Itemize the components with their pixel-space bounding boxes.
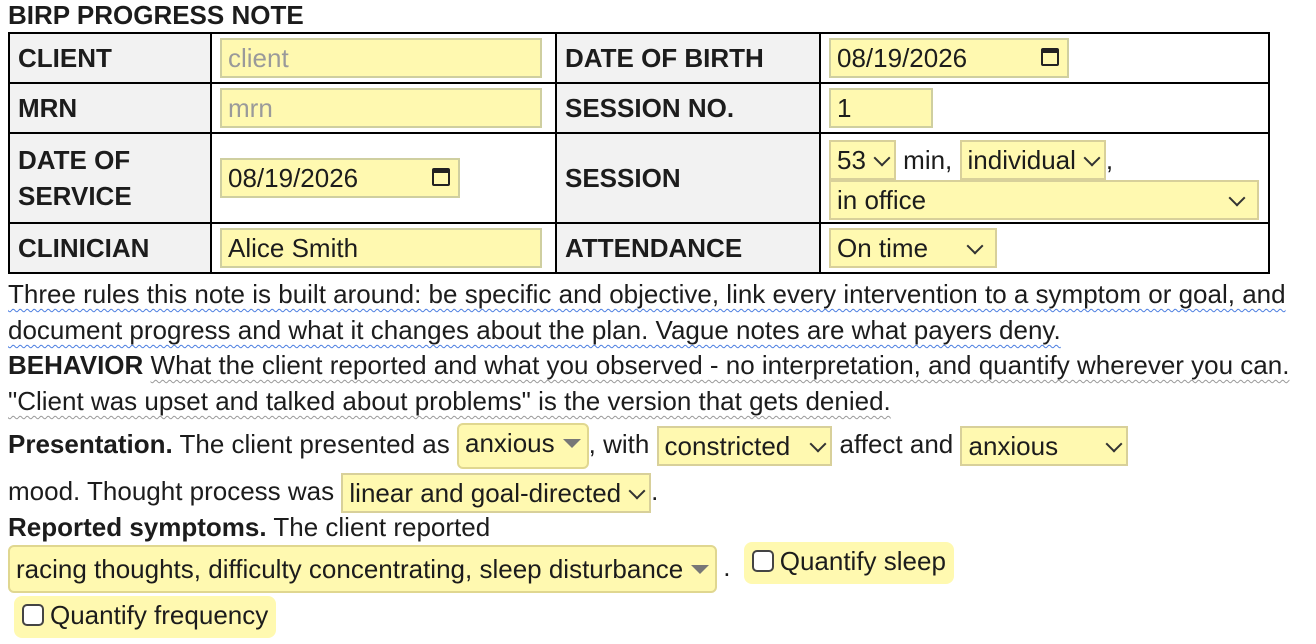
checkbox-icon[interactable] [752, 550, 774, 572]
thought-process-value: linear and goal-directed [349, 478, 622, 509]
mrn-input[interactable] [220, 88, 542, 128]
behavior-section [8, 347, 1298, 419]
form-title: BIRP PROGRESS NOTE [8, 0, 304, 30]
dob-date-input[interactable] [829, 38, 1069, 78]
presentation-text-5: . [651, 476, 659, 507]
presentation-text-1: The client presented as [179, 429, 450, 459]
symptoms-row [8, 545, 954, 593]
calendar-icon[interactable] [432, 168, 450, 186]
mrn-placeholder: mrn [228, 93, 273, 123]
dos-value: 08/19/2026 [228, 163, 359, 193]
chevron-down-icon [629, 483, 646, 500]
symptoms-select[interactable] [8, 545, 717, 593]
client-label: CLIENT [9, 33, 211, 83]
session-type-select[interactable] [960, 140, 1106, 180]
chevron-down-icon [873, 150, 890, 167]
mood-select[interactable] [960, 426, 1128, 466]
clinician-input[interactable] [220, 228, 542, 268]
clinician-value: Alice Smith [228, 233, 359, 263]
client-placeholder: client [228, 43, 289, 73]
mrn-label: MRN [9, 83, 211, 133]
symptoms-period: . [723, 551, 731, 582]
symptoms-label: Reported symptoms. [8, 512, 267, 542]
attendance-select[interactable] [829, 228, 997, 268]
client-input[interactable] [220, 38, 542, 78]
presentation-section [8, 422, 1298, 513]
session-min-text: min, [903, 145, 953, 176]
chevron-down-icon [967, 238, 984, 255]
behavior-heading: BEHAVIOR [8, 350, 144, 380]
session-number-input[interactable] [829, 88, 933, 128]
session-minutes-value: 53 [837, 145, 866, 176]
presentation-label: Presentation. [8, 429, 173, 459]
presentation-text-4: mood. Thought process was [8, 476, 335, 507]
dob-label: DATE OF BIRTH [556, 33, 820, 83]
quantify-sleep-label: Quantify sleep [779, 545, 946, 576]
session-number-value: 1 [837, 93, 852, 123]
chevron-down-icon [1106, 436, 1123, 453]
presentation-text-3: affect and [839, 429, 954, 459]
session-location-value: in office [837, 185, 927, 216]
dos-label: DATE OF SERVICE [9, 133, 211, 223]
checkbox-icon[interactable] [22, 604, 44, 626]
quantify-frequency-row [14, 596, 276, 638]
symptoms-section [8, 509, 1298, 545]
session-minutes-select[interactable] [829, 140, 896, 180]
behavior-text: What the client reported and what you observed - no interpretation, and quantify wherever you can. "Client was upset and talked about problems" is the version that gets denied. [8, 350, 1290, 416]
thought-process-select[interactable] [341, 473, 651, 513]
presentation-select[interactable] [457, 423, 589, 469]
header-table [8, 32, 1270, 274]
dos-date-input[interactable] [220, 158, 460, 198]
attendance-label: ATTENDANCE [556, 223, 820, 273]
attendance-value: On time [837, 233, 929, 263]
guidance-rules [8, 276, 1298, 348]
mood-value: anxious [968, 431, 1059, 462]
calendar-icon[interactable] [1041, 48, 1059, 66]
presentation-text-2: , with [588, 429, 650, 459]
quantify-frequency-checkbox[interactable] [14, 596, 276, 638]
session-no-label: SESSION NO. [556, 83, 820, 133]
session-label: SESSION [556, 133, 820, 223]
affect-select[interactable] [657, 426, 833, 466]
session-type-value: individual [967, 145, 1076, 176]
chevron-down-icon [1229, 190, 1246, 207]
session-comma: , [1105, 145, 1114, 176]
symptoms-value: racing thoughts, difficulty concentrating, sleep disturbance [16, 554, 684, 584]
quantify-sleep-checkbox[interactable] [744, 542, 954, 584]
symptoms-text-1: The client reported [273, 512, 491, 542]
rules-text: Three rules this note is built around: be specific and objective, link every intervention to a symptom or goal, and document progress and what it changes about the plan. Vague notes are what payers deny. [8, 279, 1286, 345]
chevron-down-icon [1083, 150, 1100, 167]
affect-value: constricted [664, 431, 791, 462]
dob-value: 08/19/2026 [837, 43, 968, 73]
quantify-frequency-label: Quantify frequency [50, 600, 269, 630]
clinician-label: CLINICIAN [9, 223, 211, 273]
session-location-select[interactable] [829, 180, 1259, 220]
chevron-down-icon [810, 436, 827, 453]
presentation-value: anxious [465, 428, 555, 459]
dropdown-arrow-icon [691, 565, 709, 574]
dropdown-arrow-icon [563, 439, 581, 448]
